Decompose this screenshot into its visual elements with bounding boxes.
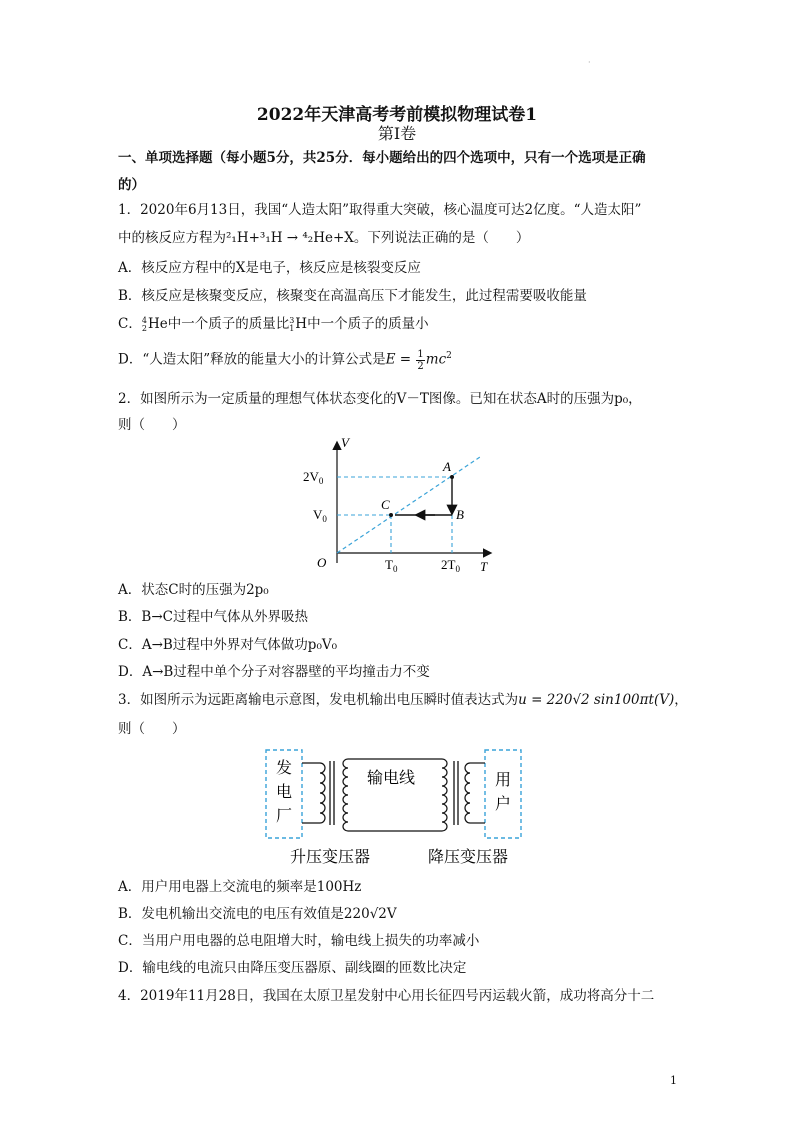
q1-option-c-mid: 中一个质子的质量比: [167, 316, 290, 332]
q2-option-d: D．A→B过程中单个分子对容器壁的平均撞击力不变: [118, 664, 430, 680]
q3-stem-line1: [118, 691, 688, 709]
q1-option-c: [118, 315, 429, 333]
q3-option-b: B．发电机输出交流电的电压有效值是220√2V: [118, 906, 397, 922]
transmission-diagram: [262, 745, 537, 870]
q3-voltage-expression: u = 220√2 sin100πt(V): [518, 692, 675, 708]
q2-stem-line1: 2．如图所示为一定质量的理想气体状态变化的V－T图像。已知在状态A时的压强为p₀，: [118, 391, 642, 407]
section-heading: 一、单项选择题（每小题5分，共25分．每小题给出的四个选项中，只有一个选项是正确: [118, 150, 646, 166]
q1-equation: ²₁H+³₁H → ⁴₂He+X: [226, 230, 354, 246]
q2-option-b: B．B→C过程中气体从外界吸热: [118, 609, 308, 625]
q1-stem-post: 。下列说法正确的是（ ）: [353, 230, 530, 246]
exam-subtitle: 第Ⅰ卷: [377, 124, 417, 143]
q1-stem-line2: [118, 229, 529, 247]
step-down-label: 降压变压器: [428, 847, 509, 866]
step-up-secondary-coil: [343, 759, 348, 831]
v-axis-label: V: [341, 435, 349, 450]
point-c-label: C: [381, 497, 390, 512]
t-axis-label: T: [480, 559, 488, 574]
q1-option-d-text: D．“人造太阳”释放的能量大小的计算公式是: [118, 351, 386, 368]
tick-2v0: $2V_0$: [303, 469, 324, 486]
q1-option-c-label: C．: [118, 316, 142, 332]
q3-option-d: D．输电线的电流只由降压变压器原、副线圈的匝数比决定: [118, 960, 467, 976]
exam-title: 2022年天津高考考前模拟物理试卷1: [256, 105, 538, 125]
hydrogen-symbol: H: [295, 316, 308, 332]
point-a-dot: [450, 475, 454, 479]
transmission-line-label: 输电线: [367, 768, 416, 787]
q2-option-c: C．A→B过程中外界对气体做功p₀V₀: [118, 637, 338, 653]
q3-option-c: C．当用户用电器的总电阻增大时，输电线上损失的功率减小: [118, 933, 480, 949]
q1-stem-pre: 中的核反应方程为: [118, 230, 226, 246]
q2-stem-line2: 则（ ）: [118, 417, 186, 433]
plant-label-1: 发: [276, 758, 293, 777]
step-up-primary-coil: [320, 763, 325, 823]
q3-stem-post: ，: [674, 692, 688, 708]
step-up-label: 升压变压器: [290, 847, 371, 866]
origin-label: O: [317, 555, 327, 570]
tick-t0: $T_0$: [385, 557, 398, 574]
plant-label-2: 电: [276, 782, 293, 801]
corner-mark: ·: [588, 58, 591, 67]
tick-v0: $V_0$: [313, 507, 327, 524]
q4-stem-line1: 4．2019年11月28日，我国在太原卫星发射中心用长征四号丙运载火箭，成功将高分十二: [118, 988, 655, 1004]
point-c-dot: [389, 513, 393, 517]
origin-line: [337, 457, 480, 553]
q1-option-d: D．“人造太阳”释放的能量大小的计算公式是E = $\frac{1}{2}$ $mc^2$: [118, 348, 452, 372]
page-number: 1: [670, 1074, 677, 1087]
user-label-1: 用: [495, 770, 512, 789]
section-heading-cont: 的）: [118, 177, 145, 193]
q1-option-b: B．核反应是核聚变反应，核聚变在高温高压下才能发生，此过程需要吸收能量: [118, 288, 587, 304]
tick-2t0: $2T_0$: [441, 557, 460, 574]
step-down-primary-coil: [442, 759, 447, 831]
q1-stem-line1: 1．2020年6月13日，我国“人造太阳”取得重大突破，核心温度可达2亿度。“人造太阳”: [118, 202, 642, 218]
helium-symbol: He: [147, 316, 168, 332]
q3-stem-line2: 则（ ）: [118, 721, 186, 737]
q2-option-a: A．状态C时的压强为2p₀: [118, 582, 269, 598]
equals-sign: =: [395, 351, 416, 368]
nuclide-index: 3 1: [289, 315, 295, 333]
nuclide-index: 4 2: [141, 315, 147, 333]
mass-energy-term: mc: [425, 351, 447, 368]
q1-option-c-end: 中一个质子的质量小: [307, 316, 429, 332]
point-a-label: A: [443, 459, 451, 474]
half-fraction: $\frac{1}{2}$: [417, 348, 424, 372]
q3-option-a: A．用户用电器上交流电的频率是100Hz: [118, 879, 362, 895]
energy-symbol: E: [385, 351, 396, 368]
q1-option-a: A．核反应方程中的X是电子，核反应是核裂变反应: [118, 260, 421, 276]
plant-label-3: 厂: [276, 806, 293, 825]
step-down-secondary-coil: [465, 763, 470, 823]
q3-stem-pre: 3．如图所示为远距离输电示意图，发电机输出电压瞬时值表达式为: [118, 692, 519, 708]
point-b-label: B: [456, 507, 464, 522]
vt-graph: [295, 433, 505, 578]
user-label-2: 户: [495, 794, 512, 813]
